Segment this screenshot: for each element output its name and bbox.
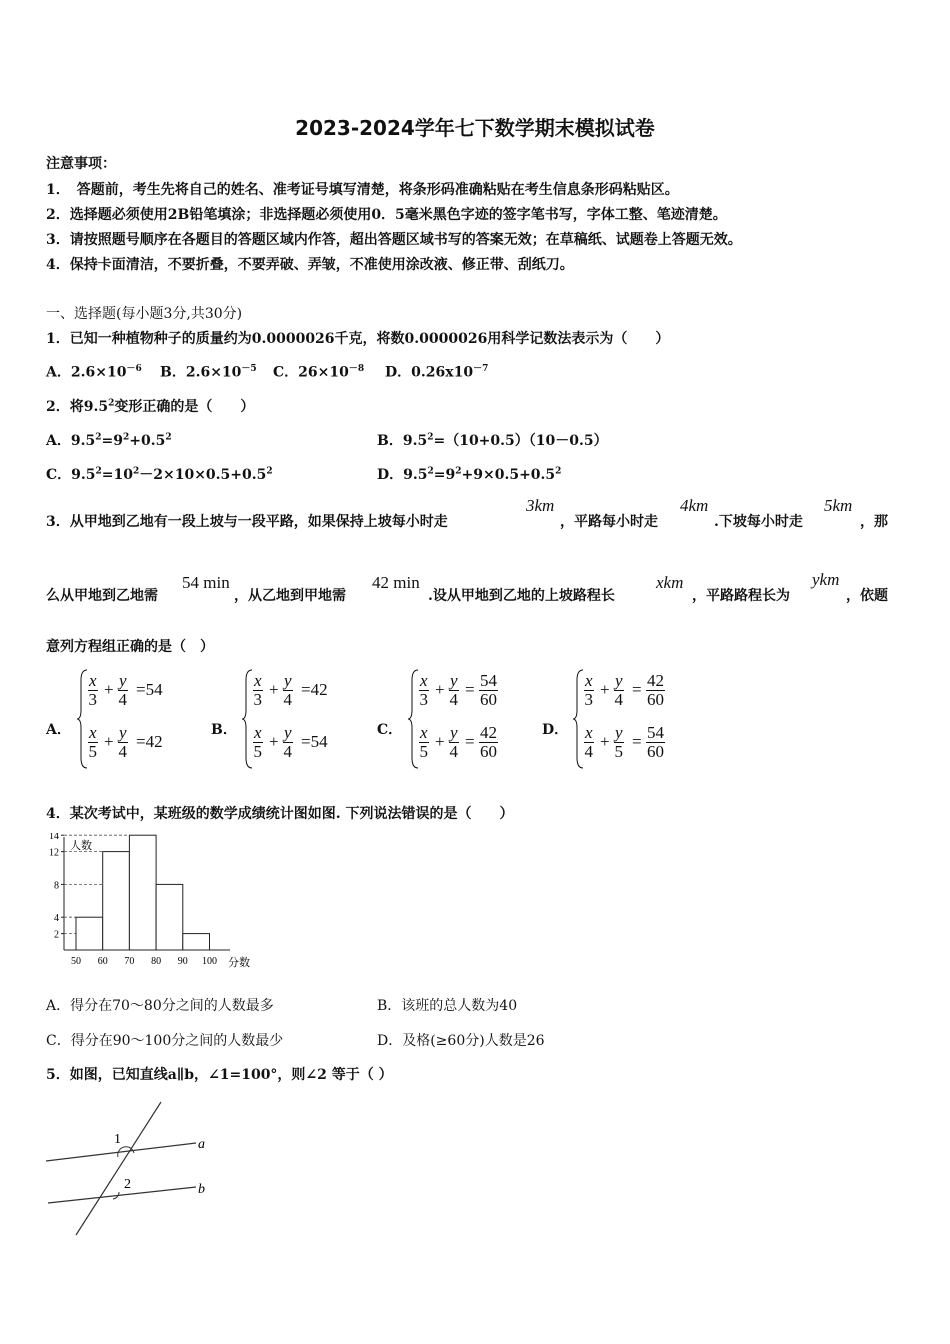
brace-icon [407,668,419,770]
angle-2-label: 2 [124,1177,131,1192]
q2-option-c: C．$9.5^2=10^2-2\times 10\times 0.5+0.5^2$ [46,466,273,483]
notice-item: 2．选择题必须使用2B铅笔填涂；非选择题必须使用0．5毫米黑色字迹的签字笔书写，字体工整、笔迹清楚。 [46,207,727,223]
fraction: $\frac{y}{4}$ [118,671,128,709]
y-tick-label: 8 [54,880,59,892]
fraction: $\frac{x}{3}$ [584,671,594,709]
plus-sign: + [435,680,445,699]
fraction: $\frac{y}{4}$ [449,671,459,709]
plus-sign: + [435,732,445,751]
q3-math: 3km [526,496,555,515]
equals-sign: = [465,680,475,699]
section-heading: 一、选择题(每小题3分,共30分) [46,306,243,322]
x-tick-label: 60 [97,956,108,967]
q3-text: ，平路每小时走 [560,514,658,530]
notice-item: 4．保持卡面清洁，不要折叠，不要弄破、弄皱，不准使用涂改液、修正带、刮纸刀。 [46,257,574,273]
q3-math: xkm [656,573,684,592]
histogram-chart [40,833,270,978]
plus-sign: + [104,680,114,699]
q3-option-c-system [407,668,537,772]
y-tick-label: 2 [54,929,59,941]
q1-option-c: C．$26\times 10^{-8}$ [273,364,365,381]
x-tick-label: 100 [202,956,217,967]
q1-stem: 1．已知一种植物种子的质量约为0.0000026千克，将数0.0000026用科学记数法表示为（ ） [46,331,670,347]
x-tick-label: 50 [71,956,81,967]
equals-sign: = [465,732,475,751]
histogram-bar [103,852,130,950]
brace-icon [241,668,253,770]
fraction: $\frac{x}{4}$ [584,723,594,761]
page-title: 2023-2024学年七下数学期末模拟试卷 [295,116,655,140]
x-tick-label: 70 [124,956,135,967]
q3-option-d-system [572,668,702,772]
q3-text: 3．从甲地到乙地有一段上坡与一段平路，如果保持上坡每小时走 [46,514,448,530]
line-b [48,1187,196,1203]
fraction: $\frac{y}{5}$ [614,723,624,761]
q3-option-c-label: C． [377,722,403,738]
q3-text: 么从甲地到乙地需 [46,588,158,604]
fraction: $\frac{x}{5}$ [419,723,429,761]
q3-math: 42 min [372,573,420,592]
fraction: $\frac{54}{60}$ [480,671,497,709]
fraction: $\frac{42}{60}$ [480,723,497,761]
brace-icon [76,668,88,770]
y-tick-label: 12 [49,847,59,859]
q2-option-a: A．$9.5^2=9^2+0.5^2$ [46,432,172,449]
angle-1-label: 1 [114,1132,121,1147]
line-a-label: a [198,1137,205,1152]
fraction: $\frac{x}{5}$ [88,723,98,761]
equation-rhs: =42 [136,732,163,751]
histogram-bar [129,835,156,950]
plus-sign: + [269,732,279,751]
x-tick-label: 90 [177,956,188,967]
plus-sign: + [600,680,610,699]
q3-math: 54 min [182,573,230,592]
fraction: $\frac{y}{4}$ [118,723,128,761]
notice-heading: 注意事项： [46,156,116,172]
q3-math: 5km [824,496,853,515]
q2-option-b: B．$9.5^2=(10+0.5)(10-0.5)$ [377,432,608,449]
transversal-line [76,1102,161,1235]
fraction: $\frac{y}{4}$ [449,723,459,761]
q3-text: .下坡每小时走 [714,514,803,530]
q3-text: 意列方程组正确的是（ ） [46,639,214,655]
q3-math: 4km [680,496,709,515]
y-axis-label: 人数 [70,839,92,852]
equation-rhs: =54 [301,732,328,751]
equation-rhs: =42 [301,680,328,699]
q1-option-a: A．$2.6\times 10^{-6}$ [46,364,142,381]
q3-option-d-label: D． [542,722,569,738]
x-axis-label: 分数 [228,956,250,969]
fraction: $\frac{y}{4}$ [283,723,293,761]
q4-option-b: B．该班的总人数为40 [377,998,518,1014]
fraction: $\frac{y}{4}$ [283,671,293,709]
q3-option-a-label: A． [46,722,71,738]
q3-text: ，从乙地到甲地需 [234,588,346,604]
plus-sign: + [600,732,610,751]
q3-text: .设从甲地到乙地的上坡路程长 [428,588,615,604]
plus-sign: + [104,732,114,751]
q3-text: ，那 [860,514,888,530]
parallel-lines-figure [40,1095,220,1240]
q2-stem: 2．将$9.5^2$变形正确的是（ ） [46,398,255,415]
fraction: $\frac{54}{60}$ [647,723,664,761]
q4-stem: 4．某次考试中，某班级的数学成绩统计图如图. 下列说法错误的是（ ） [46,806,514,822]
q3-option-a-system [76,668,206,772]
q3-math: ykm [812,570,840,589]
x-tick-label: 80 [151,956,162,967]
q2-option-d: D．$9.5^2=9^2+9\times 0.5+0.5^2$ [377,466,562,483]
histogram-bar [76,917,103,950]
q3-option-b-system [241,668,371,772]
q5-stem: 5．如图，已知直线a∥b，∠1=100°，则∠2 等于（ ） [46,1067,393,1083]
brace-icon [572,668,584,770]
q1-option-b: B．$2.6\times 10^{-5}$ [160,364,257,381]
fraction: $\frac{y}{4}$ [614,671,624,709]
y-tick-label: 14 [49,833,59,843]
notice-item: 3．请按照题号顺序在各题目的答题区域内作答，超出答题区域书写的答案无效；在草稿纸、试题卷上答题无效。 [46,232,742,248]
q3-text: ，平路路程长为 [692,588,790,604]
q4-option-a: A．得分在70～80分之间的人数最多 [46,998,274,1014]
q4-option-c: C．得分在90～100分之间的人数最少 [46,1033,284,1049]
q4-option-d: D．及格(≥60分)人数是26 [377,1033,545,1049]
notice-item: 1． 答题前，考生先将自己的姓名、准考证号填写清楚，将条形码准确粘贴在考生信息条形码粘贴区。 [46,182,679,198]
fraction: $\frac{x}{5}$ [253,723,263,761]
histogram-bar [156,884,183,950]
equals-sign: = [632,680,642,699]
q3-text: ，依题 [846,588,888,604]
fraction: $\frac{x}{3}$ [88,671,98,709]
histogram-bar [183,934,210,950]
y-tick-label: 4 [54,913,59,925]
q3-option-b-label: B． [211,722,237,738]
fraction: $\frac{x}{3}$ [253,671,263,709]
line-a [46,1143,196,1161]
q1-option-d: D．$0.26x10^{-7}$ [385,364,489,381]
fraction: $\frac{42}{60}$ [647,671,664,709]
equals-sign: = [632,732,642,751]
plus-sign: + [269,680,279,699]
fraction: $\frac{x}{3}$ [419,671,429,709]
line-b-label: b [198,1182,205,1197]
equation-rhs: =54 [136,680,163,699]
